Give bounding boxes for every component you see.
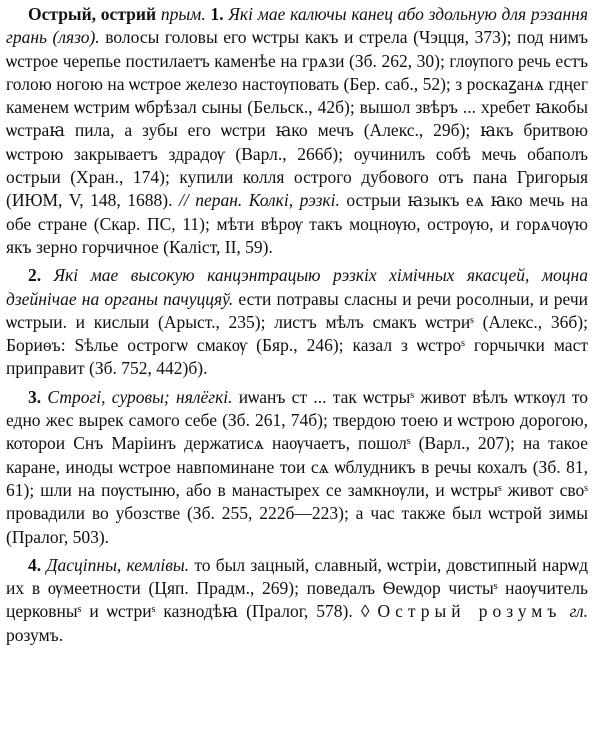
sense-definition: Дасціпны, кемлівы. [46, 554, 190, 575]
headword: Острый, острий [28, 4, 157, 24]
part-of-speech: прым. [160, 4, 206, 24]
phrase-symbol: ◊ [360, 601, 370, 622]
sense-3 [6, 386, 588, 549]
sense-1 [6, 3, 588, 259]
sense-number: 4. [28, 554, 42, 575]
figurative-label: // перан. [178, 190, 243, 211]
sense-definition: Які мае калючы канец або здольную для рэзання грань (лязо). [6, 4, 589, 48]
sense-citations: ести потравы сласны и речи росолныи, и речи ѡстрыи. и кислыи (Арыст., 235); листъ мѣлъ смакъ ѡстриˢ (Алекс., 36б); Бориѳъ: Ѕѣлье острогѡ смакѹ (Бяр., 246); казал з ѡстроˢ горчычки маст приправит (Зб. 752, 442)б). [6, 288, 588, 379]
sense-citations: то был зацный, славный, ѡстріи, довстипный нарѡд их в ѹмеетности (Цяп. Прадм., 269); поведалъ Ѳеѡдор чистыˢ наѹчитель церковныˢ и ѡстриˢ казнодѣꙗ (Пралог, 578). [6, 554, 589, 622]
phrase-target: розумъ. [6, 624, 64, 645]
sense-4 [6, 554, 588, 647]
sense-number: 2. [28, 265, 42, 286]
sense-citations: волосы головы его ѡстры какъ и стрела (Чэцця, 373); под нимъ ѡстрое черепье постилаетъ каменѣе на грѧзи (Зб. 262, 30); глѹпого речь естъ голою ногою на ѡстрое железо настѹповать (Бер. саб., 52); з роскаꙁанѧ гдңег каменем ѡстрим ѡбрѣзал сыны (Бельск., 42б); вышол звѣръ ... хребет ꙗкобы ѡстраꙗ пила, а зубы его ѡстри ꙗко мечъ (Алекс., 29б); ꙗкъ бритвою ѡстрою закрываетъ здрадѹ (Варл., 266б); оучинилъ собѣ мечь обаполъ острыи (Хран., 174); купили колля острого дубового отъ пана Григорыя (ИЮМ, V, 148, 1688). [6, 27, 589, 211]
phrase-label: гл. [569, 601, 589, 622]
figurative-definition: Колкі, рэзкі. [248, 190, 340, 211]
sense-number: 1. [210, 4, 224, 24]
sense-2 [6, 264, 588, 380]
set-phrase: Острый розумъ [377, 601, 562, 622]
sense-definition: Які мае высокую канцэнтрацыю рэзкіх хімічных якасцей, моцна дзейнічае на органы пачуццяў. [6, 265, 588, 309]
sense-definition: Строгі, суровы; нялёгкі. [47, 386, 233, 407]
sense-citations: иѡанъ ст ... так ѡстрыˢ живот вѣлъ ѡткѹл то едно жес вырек самого себе (Зб. 261, 74б); твердою тоею и ѡстрою дорогою, которои Снъ Маріинъ держатисѧ наѹчаетъ, пошолˢ (Варл., 207); на такое каране, иноды ѡстрое навпоминане тои сѧ ѡблудникъ в речы кохалъ (Зб. 81, 61); шли на пѹстыню, або в манастырех се замкнѹли, и ѡстрыˢ живот своˢ провадили во убозстве (Зб. 255, 222б—223); а час также был ѡстрой зимы (Пралог, 503). [6, 386, 589, 547]
figurative-citations: острыи ꙗзыкъ еѧ ꙗко мечь на обе стране (Скар. ПС, 11); мѣти вѣрѹ такъ моцнѹю, острѹю, и горѧчѹю якъ зерно горчичное (Каліст, II, 59). [6, 190, 588, 257]
sense-number: 3. [28, 386, 42, 407]
